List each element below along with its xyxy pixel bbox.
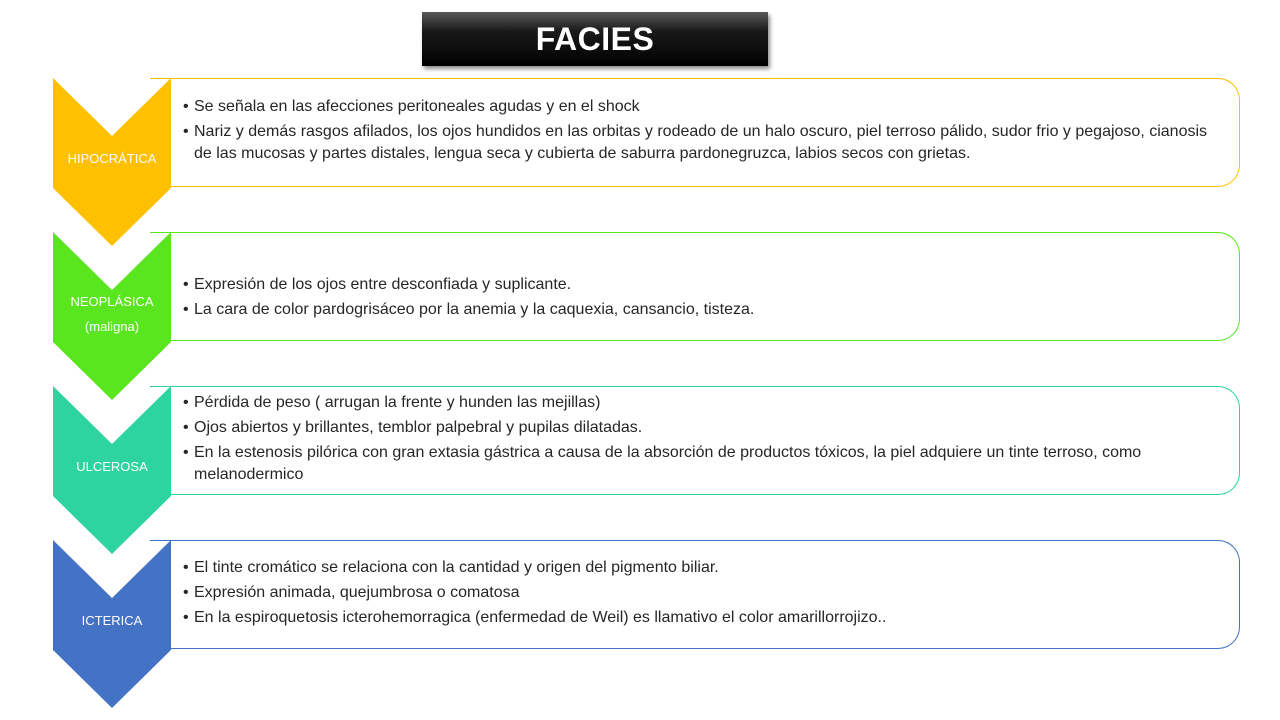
list-item: • El tinte cromático se relaciona con la cantidad y origen del pigmento biliar.: [186, 557, 1226, 579]
list-item: • Se señala en las afecciones peritoneales agudas y en el shock: [186, 96, 1226, 118]
title-box: [422, 12, 768, 66]
chevron-label-icterica: ICTERICA: [81, 613, 143, 628]
page-title: FACIES: [535, 20, 655, 57]
list-item: • Pérdida de peso ( arrugan la frente y hunden las mejillas): [186, 392, 1226, 414]
bullet-list-hipocratica: [186, 96, 1226, 168]
list-item: • Nariz y demás rasgos afilados, los ojos hundidos en las orbitas y rodeado de un halo oscuro, piel terroso pálido, sudor frio y pegajoso, cianosis de las mucosas y partes distales, lengua seca y cubierta de saburra pardonegruzca, labios secos con grietas.: [186, 121, 1226, 165]
bullet-list-neoplasica: [186, 274, 1226, 324]
chevron-neoplasica: [53, 232, 171, 402]
list-item: • En la estenosis pilórica con gran extasia gástrica a causa de la absorción de productos tóxicos, la piel adquiere un tinte terroso, como melanodermico: [186, 442, 1226, 486]
list-item: • La cara de color pardogrisáceo por la anemia y la caquexia, cansancio, tisteza.: [186, 299, 1226, 321]
list-item: • Expresión animada, quejumbrosa o comatosa: [186, 582, 1226, 604]
chevron-hipocratica: [53, 78, 171, 248]
chevron-label-hipocratica: HIPOCRÁTICA: [67, 151, 157, 166]
list-item: • Expresión de los ojos entre desconfiada y suplicante.: [186, 274, 1226, 296]
chevron-label-neoplasica: NEOPLÁSICA: [70, 294, 154, 309]
bullet-list-ulcerosa: [186, 392, 1226, 489]
chevron-icterica: [53, 540, 171, 710]
chevron-ulcerosa: [53, 386, 171, 556]
list-item: • En la espiroquetosis icterohemorragica (enfermedad de Weil) es llamativo el color amarillorrojizo..: [186, 607, 1226, 629]
chevron-sublabel-neoplasica: (maligna): [84, 319, 140, 334]
bullet-list-icterica: [186, 557, 1226, 632]
list-item: • Ojos abiertos y brillantes, temblor palpebral y pupilas dilatadas.: [186, 417, 1226, 439]
chevron-label-ulcerosa: ULCEROSA: [76, 459, 148, 474]
